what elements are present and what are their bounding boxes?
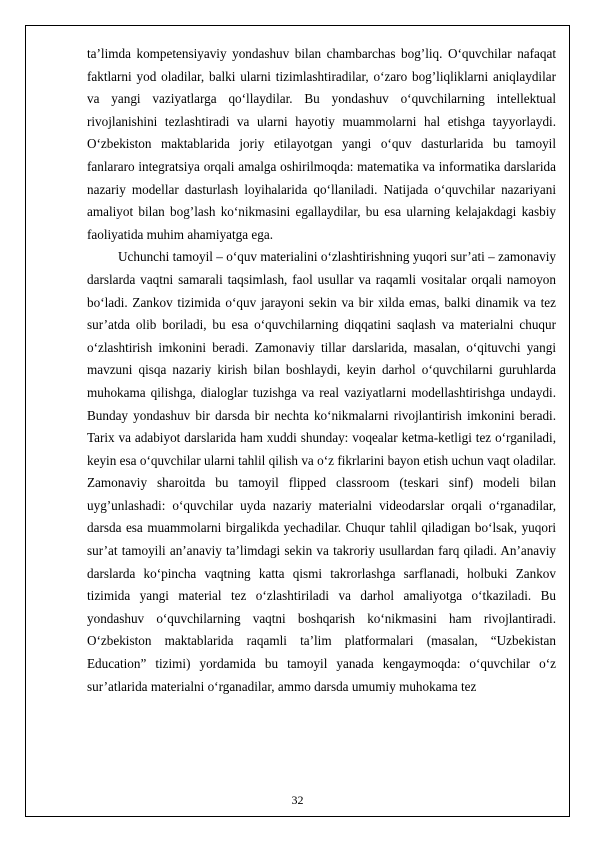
paragraph-third-principle: Uchunchi tamoyil – o‘quv materialini o‘zlashtirishning yuqori sur’ati – zamonaviy darslarda vaqtni samarali taqsimlash, faol usullar va raqamli vositalar orqali namoyon bo‘ladi. Zankov tizimida o‘quv jarayoni sekin va bir xilda emas, balki dinamik va tez sur’atda olib boriladi, bu esa o‘quvchilarning diqqatini saqlash va materialni chuqur o‘zlashtirish imkonini beradi. Zamonaviy tillar darslarida, masalan, o‘qituvchi yangi mavzuni qisqa nazariy kirish bilan boshlaydi, keyin darhol o‘quvchilarni guruhlarda muhokama qilishga, dialoglar tuzishga va real vaziyatlarni modellashtirishga undaydi. Bunday yondashuv bir darsda bir nechta ko‘nikmalarni rivojlantirish imkonini beradi. Tarix va adabiyot darslarida ham xuddi shunday: voqealar ketma-ketligi tez o‘rganiladi, keyin esa o‘quvchilar ularni tahlil qilish va o‘z fikrlarini bayon etish uchun vaqt oladilar. Zamonaviy sharoitda bu tamoyil flipped classroom (teskari sinf) modeli bilan uyg’unlashadi: o‘quvchilar uyda nazariy materialni videodarslar orqali o‘rganadilar, darsda esa muammolarni birgalikda yechadilar. Chuqur tahlil qiladigan bo‘lsak, yuqori sur’at tamoyili an’anaviy ta’limdagi sekin va takroriy usullardan farq qiladi. An’anaviy darslarda ko‘pincha vaqtning katta qismi takrorlashga sarflanadi, holbuki Zankov tizimida yangi material tez o‘zlashtiriladi va darhol amaliyotga o‘tkaziladi. Bu yondashuv o‘quvchilarning vaqtni boshqarish ko‘nikmasini ham rivojlantiradi. O‘zbekiston maktablarida raqamli ta’lim platformalari (masalan, “Uzbekistan Education” tizimi) yordamida bu tamoyil yanada kengaymoqda: o‘quvchilar o‘z sur’atlarida materialni o‘rganadilar, ammo darsda umumiy muhokama tez [87,249,556,694]
body-text [87,43,556,698]
page-number: 32 [291,793,304,807]
paragraph-continued: ta’limda kompetensiyaviy yondashuv bilan chambarchas bog’liq. O‘quvchilar nafaqat faktlarni yod oladilar, balki ularni tizimlashtiradilar, o‘zaro bog’liqliklarni aniqlaydilar va yangi vaziyatlarga qo‘llaydilar. Bu yondashuv o‘quvchilarning intellektual rivojlanishini tezlashtiradi va ularni hayotiy muammolarni hal etishga tayyorlaydi. O‘zbekiston maktablarida joriy etilayotgan yangi o‘quv dasturlarida bu tamoyil fanlararo integratsiya orqali amalga oshirilmoqda: matematika va informatika darslarida nazariy modellar dasturlash loyihalarida qo‘llaniladi. Natijada o‘quvchilar nazariyani amaliyot bilan bog’lash ko‘nikmasini egallaydilar, bu esa ularning kelajakdagi kasbiy faoliyatida muhim ahamiyatga ega. [87,46,556,242]
